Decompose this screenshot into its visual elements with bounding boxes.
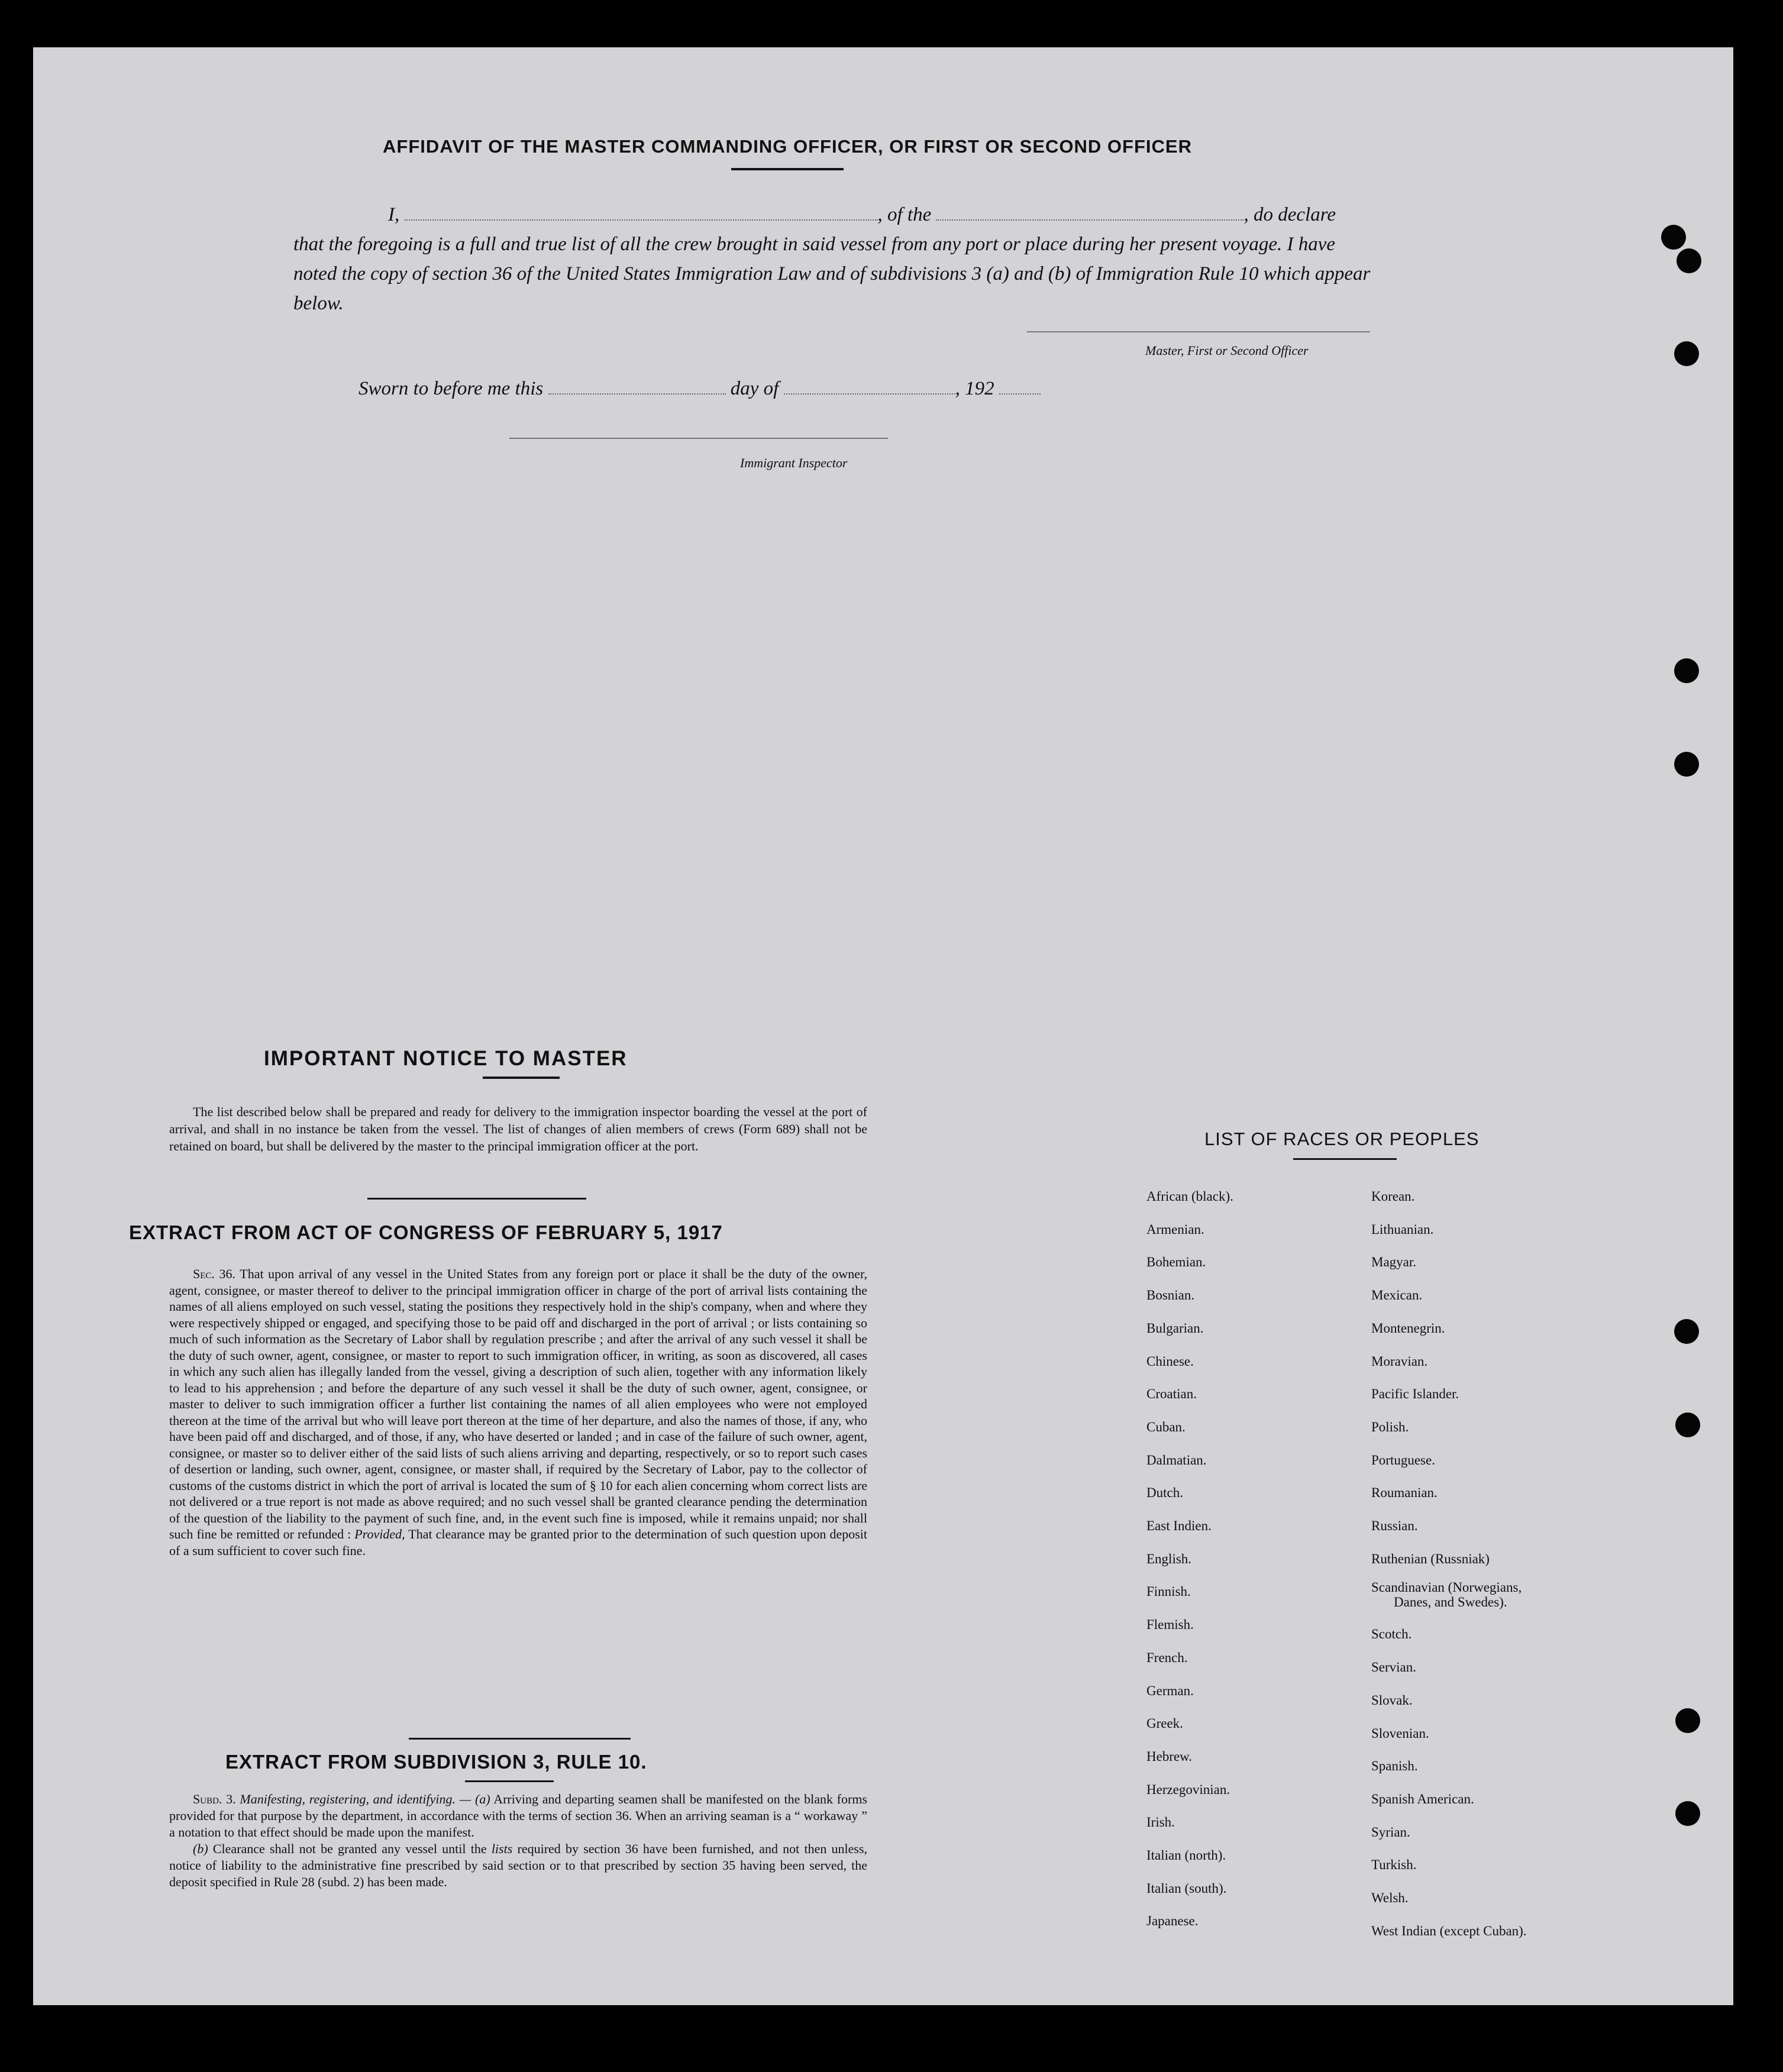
act-extract-text: Sec. 36. That upon arrival of any vessel in the United States from any foreign port or place it shall be the duty of the owner, agent, consignee, or master thereof to deliver to the principal immigration officer in charge of the port of arrival lists containing the names of all aliens employed on such vessel, stating the positions they respectively hold in the ship's company, when and where they were respectively shipped or engaged, and specifying those to be paid off and discharged in the port of arrival ; or lists containing so much of such information as the Secretary of Labor shall by regulation prescribe ; and after the arrival of any such vessel it shall be the duty of such owner, agent, consignee, or master to report to such immigration officer, in writing, as soon as discovered, all cases in which any such alien has illegally landed from the vessel, giving a description of such alien, together with any information likely to lead to his apprehension ; and before the departure of any such vessel it shall be the duty of such owner, agent, consignee, or master to deliver to such immigration officer a further list containing the names of all alien employees who were not employed thereon at the time of the arrival but who will leave port thereon at the time of her departure, and also the names of those, if any, who have been paid off and discharged, and of those, if any, who have deserted or landed ; and in case of the failure of such owner, agent, consignee, or master so to deliver either of the said lists of such aliens arriving and departing, respectively, or so to report such cases of desertion or landing, such owner, agent, consignee, or master shall, if required by the Secretary of Labor, pay to the collector of customs of the customs district in which the port of arrival is located the sum of § 10 for each alien concerning whom correct lists are not delivered or a true report is not made as above required; and no such vessel shall be granted clearance pending the determination of the question of the liability to the payment of such fine, and, in the event such fine is imposed, while it remains unpaid; nor shall such fine be remitted or refunded : Provided, That clearance may be granted prior to the determination of such question upon deposit of a sum sufficient to cover such fine. <box>169 1266 868 1558</box>
affidavit-of-the: , of the <box>877 204 932 225</box>
race-item: Bosnian. <box>1146 1288 1195 1303</box>
notice-text: The list described below shall be prepared and ready for delivery to the immigration inspector boarding the vessel at the port of arrival, and shall in no instance be taken from the vessel. The list of changes of alien members of crews (Form 689) shall not be retained on board, but shall be delivered by the master to the principal immigration officer at the port. <box>169 1104 867 1153</box>
affidavit-text: that the foregoing is a full and true list of all the crew brought in said vessel from any port or place during her present voyage. I have noted the copy of section 36 of the United States Immigration Law and of subdivisions 3 (a) and (b) of Immigration Rule 10 which appear below. <box>293 234 1371 314</box>
race-item: Mexican. <box>1371 1288 1423 1303</box>
race-item: German. <box>1146 1683 1194 1698</box>
master-label: Master, First or Second Officer <box>1145 343 1309 358</box>
race-item: Chinese. <box>1146 1353 1194 1369</box>
race-item: Greek. <box>1146 1716 1183 1731</box>
race-item: Croatian. <box>1146 1386 1197 1402</box>
master-signature-line[interactable] <box>1027 331 1370 332</box>
race-item: Portuguese. <box>1371 1452 1435 1467</box>
race-item: Hebrew. <box>1146 1748 1193 1764</box>
divider <box>367 1198 586 1200</box>
race-item: Magyar. <box>1371 1255 1417 1270</box>
race-item: Spanish. <box>1371 1759 1418 1774</box>
race-item: Korean. <box>1371 1189 1415 1204</box>
punch-hole <box>1674 658 1699 683</box>
race-item: Pacific Islander. <box>1371 1386 1459 1402</box>
races-title: LIST OF RACES OR PEOPLES <box>1204 1129 1480 1149</box>
race-item: Welsh. <box>1371 1890 1409 1906</box>
race-item: English. <box>1146 1551 1192 1566</box>
affidavit-i: I, <box>388 204 400 225</box>
affidavit-title: AFFIDAVIT OF THE MASTER COMMANDING OFFICER, OR FIRST OR SECOND OFFICER <box>382 136 1193 170</box>
race-item: Polish. <box>1371 1419 1409 1434</box>
month-blank[interactable] <box>784 376 955 395</box>
race-item: Herzegovinian. <box>1146 1782 1230 1797</box>
rule-extract-text: Subd. 3. Manifesting, registering, and identifying. — (a) Arriving and departing seamen shall be manifested on the blank forms provided for that purpose by the department, in accordance with the terms of section 36. When an arriving seaman is a “ workaway ” a notation to that effect should be made upon the manifest. (b) Clearance shall not be granted any vessel until the lists required by section 36 have been furnished, and not then unless, notice of liability to the administrative fine prescribed by said section or to that prescribed by section 35 having been served, the deposit specified in Rule 28 (subd. 2) has been made. <box>169 1792 868 1889</box>
year-blank[interactable] <box>999 376 1041 395</box>
race-item: Syrian. <box>1371 1824 1410 1840</box>
race-item: Spanish American. <box>1371 1791 1474 1806</box>
rule-heading: Manifesting, registering, and identifying. <box>240 1792 456 1806</box>
divider <box>465 1780 554 1782</box>
punch-hole <box>1675 1412 1700 1437</box>
sec-label: Sec. <box>193 1266 215 1281</box>
race-item: East Indien. <box>1146 1518 1212 1534</box>
punch-hole <box>1677 248 1701 273</box>
race-item: Montenegrin. <box>1371 1320 1445 1336</box>
provided-label: Provided, <box>354 1527 405 1541</box>
race-item: Italian (north). <box>1146 1848 1226 1863</box>
race-item: Slovenian. <box>1371 1725 1429 1741</box>
inspector-label: Immigrant Inspector <box>740 455 848 470</box>
race-item: Scandinavian (Norwegians, Danes, and Swedes). <box>1371 1580 1522 1610</box>
rule-extract-title: EXTRACT FROM SUBDIVISION 3, RULE 10. <box>225 1751 647 1773</box>
notice-title: IMPORTANT NOTICE TO MASTER <box>264 1047 628 1070</box>
race-item: Moravian. <box>1371 1353 1428 1369</box>
races-left-column <box>1146 1180 1233 1938</box>
affidavit-declare: , do declare <box>1243 204 1336 225</box>
race-item: Italian (south). <box>1146 1880 1227 1896</box>
race-item: Irish. <box>1146 1815 1175 1830</box>
race-item: Finnish. <box>1146 1584 1191 1599</box>
divider <box>409 1738 631 1740</box>
affidavit-body <box>293 200 1406 318</box>
race-item: Dutch. <box>1146 1485 1183 1501</box>
race-item: Servian. <box>1371 1660 1417 1675</box>
name-blank[interactable] <box>405 202 878 221</box>
punch-hole <box>1674 341 1699 366</box>
race-item: Turkish. <box>1371 1857 1417 1873</box>
race-item: Flemish. <box>1146 1617 1194 1633</box>
punch-hole <box>1675 1708 1700 1733</box>
race-item: Armenian. <box>1146 1221 1204 1237</box>
race-item: West Indian (except Cuban). <box>1371 1923 1527 1938</box>
punch-hole <box>1674 752 1699 777</box>
punch-hole <box>1674 1319 1699 1344</box>
inspector-signature-line[interactable] <box>509 438 888 439</box>
sworn-line <box>358 376 1041 400</box>
race-item: Ruthenian (Russniak) <box>1371 1551 1490 1566</box>
race-item: Roumanian. <box>1371 1485 1438 1501</box>
punch-hole <box>1661 225 1686 250</box>
punch-hole <box>1675 1801 1700 1826</box>
sworn-label: Sworn to before me this <box>358 378 544 399</box>
day-blank[interactable] <box>548 376 726 395</box>
race-item: Bulgarian. <box>1146 1320 1204 1336</box>
vessel-blank[interactable] <box>936 202 1243 221</box>
race-item: African (black). <box>1146 1189 1233 1204</box>
year-label: , 192 <box>955 378 994 399</box>
race-item: Scotch. <box>1371 1627 1412 1642</box>
race-item: Lithuanian. <box>1371 1221 1434 1237</box>
day-of-label: day of <box>730 378 779 399</box>
race-item: Japanese. <box>1146 1913 1199 1929</box>
race-item: Bohemian. <box>1146 1255 1206 1270</box>
race-item: Russian. <box>1371 1518 1418 1534</box>
race-item: Slovak. <box>1371 1692 1413 1708</box>
act-extract-title: EXTRACT FROM ACT OF CONGRESS OF FEBRUARY 5, 1917 <box>129 1221 723 1243</box>
race-item: Cuban. <box>1146 1419 1186 1434</box>
race-item: Dalmatian. <box>1146 1452 1207 1467</box>
races-right-column <box>1371 1180 1527 1947</box>
document-page <box>33 47 1733 2005</box>
race-item: French. <box>1146 1650 1188 1665</box>
